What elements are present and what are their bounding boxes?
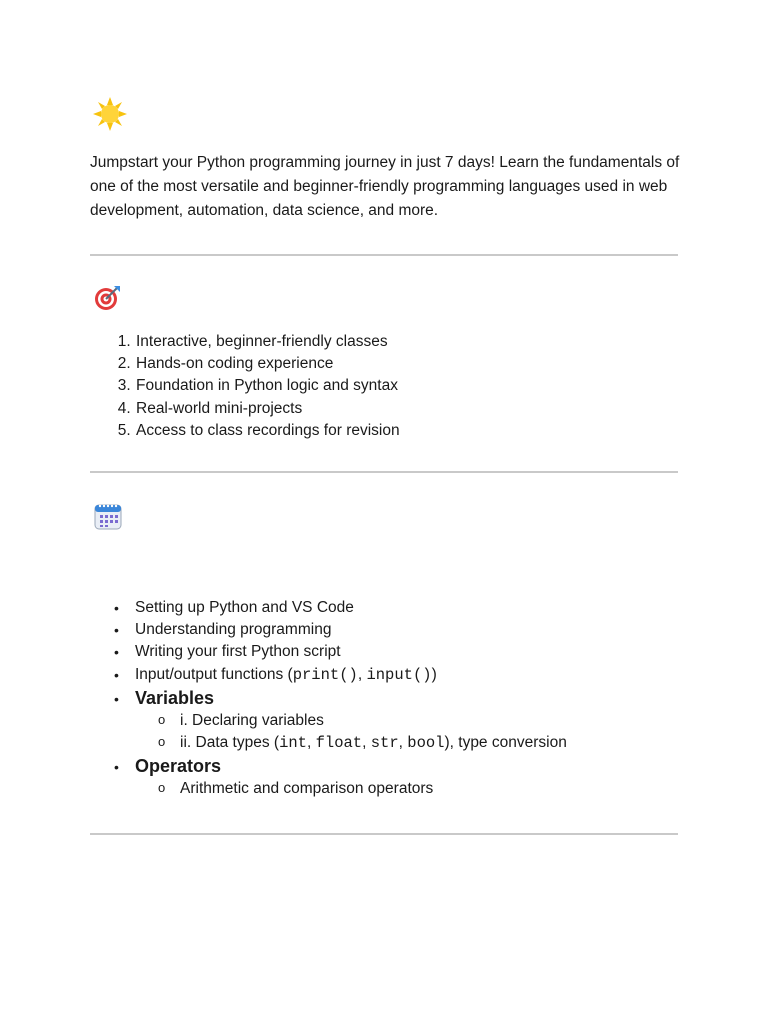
separator: , xyxy=(306,734,316,752)
list-item xyxy=(180,732,695,754)
list-item: o i. Declaring variables xyxy=(180,710,695,732)
types-prefix: ii. Data types ( xyxy=(180,734,280,752)
code-str: str xyxy=(370,734,399,753)
operators-heading: Operators xyxy=(135,756,222,777)
list-item: • Setting up Python and VS Code xyxy=(135,597,695,619)
list-item-variables xyxy=(135,686,695,754)
section-divider xyxy=(90,254,678,256)
list-item: 5. Access to class recordings for revision xyxy=(135,420,695,442)
list-item: • Understanding programming xyxy=(135,619,695,641)
io-suffix: ) xyxy=(431,665,437,683)
intro-paragraph: Jumpstart your Python programming journey in just 7 days! Learn the fundamentals of one of the most versatile and beginner-friendly programming languages used in web development, automation, data science, and more. xyxy=(90,154,680,219)
operators-sublist xyxy=(135,778,695,800)
list-item: 4. Real-world mini-projects xyxy=(135,398,695,420)
list-item-operators xyxy=(135,754,695,800)
separator: , xyxy=(362,734,371,752)
list-item: • Writing your first Python script xyxy=(135,641,695,663)
list-item: 2. Hands-on coding experience xyxy=(135,353,695,375)
variables-sublist xyxy=(135,710,695,754)
calendar-icon xyxy=(94,502,122,530)
code-bool: bool xyxy=(407,734,445,753)
sun-icon xyxy=(93,97,127,131)
list-item: 1. Interactive, beginner-friendly classes xyxy=(135,331,695,353)
list-item: o Arithmetic and comparison operators xyxy=(180,778,695,800)
code-float: float xyxy=(315,734,363,753)
code-int: int xyxy=(279,734,307,753)
types-suffix: ), type conversion xyxy=(444,734,567,752)
list-item xyxy=(135,664,695,686)
section-divider xyxy=(90,471,678,473)
list-item: 3. Foundation in Python logic and syntax xyxy=(135,375,695,397)
separator: , xyxy=(357,665,367,683)
dart-target-icon xyxy=(94,284,122,312)
code-input: input() xyxy=(366,665,432,684)
code-print: print() xyxy=(292,665,358,684)
separator: , xyxy=(398,734,408,752)
section-divider xyxy=(90,833,678,835)
features-list xyxy=(90,331,695,442)
variables-heading: Variables xyxy=(135,687,215,708)
io-prefix: Input/output functions ( xyxy=(135,665,293,683)
topics-list xyxy=(90,597,695,800)
